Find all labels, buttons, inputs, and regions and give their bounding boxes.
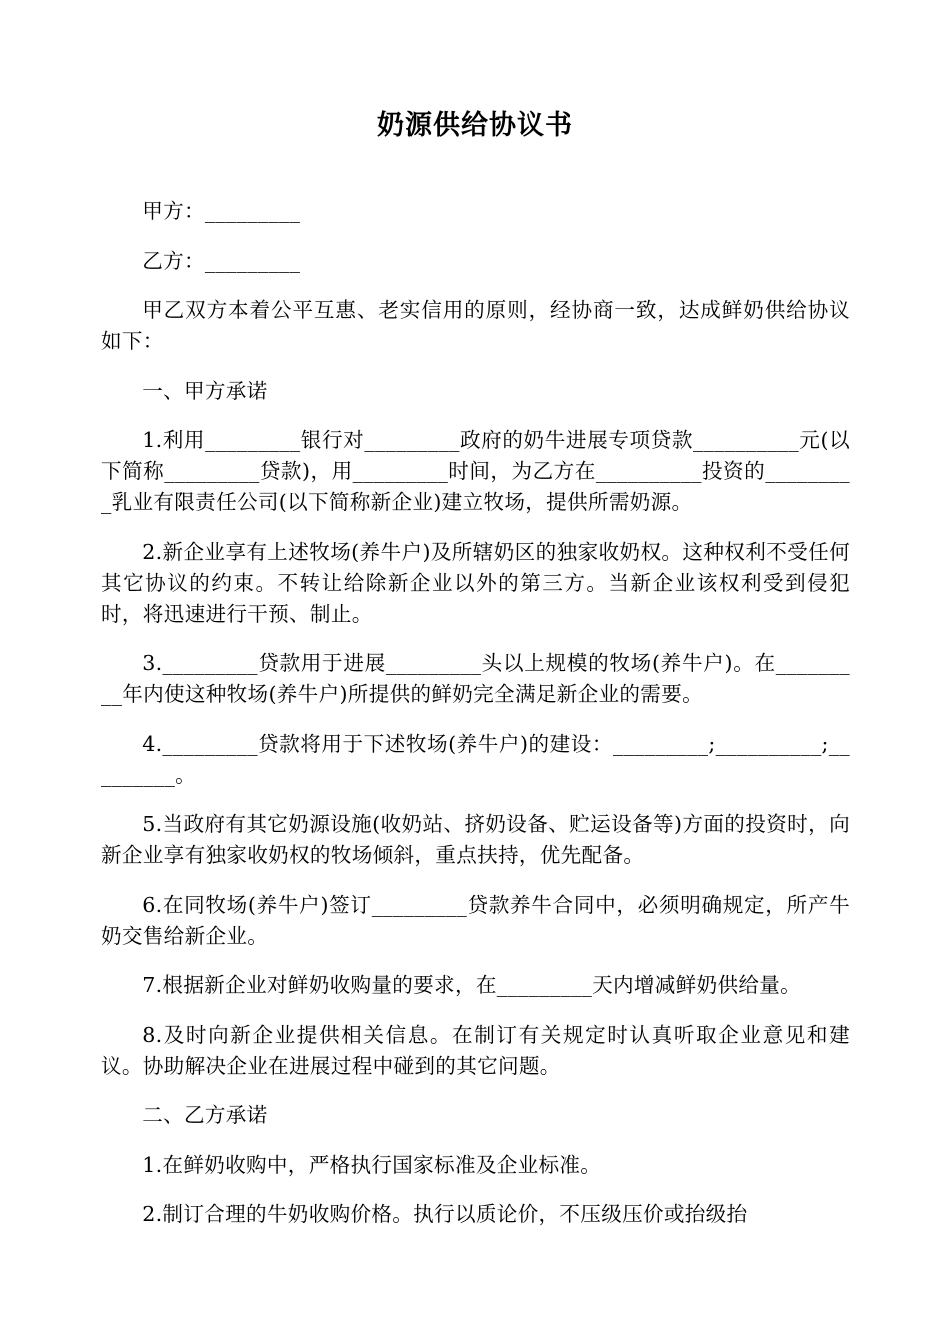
document-title: 奶源供给协议书 — [377, 110, 573, 141]
document-body — [101, 196, 850, 1249]
clause-a-7: 7.根据新企业对鲜奶收购量的要求，在_________天内增减鲜奶供给量。 — [142, 973, 802, 997]
intro-paragraph: 甲乙双方本着公平互惠、老实信用的原则，经协商一致，达成鲜奶供给协议如下： — [101, 298, 850, 353]
party-a-line: 甲方：_________ — [142, 199, 301, 223]
clause-b-2: 2.制订合理的牛奶收购价格。执行以质论价，不压级压价或抬级抬 — [142, 1202, 748, 1226]
clause-a-8: 8.及时向新企业提供相关信息。在制订有关规定时认真听取企业意见和建议。协助解决企业在进展过程中碰到的其它问题。 — [101, 1022, 850, 1078]
section-heading-party-a: 一、甲方承诺 — [142, 378, 268, 403]
clause-b-1: 1.在鲜奶收购中，严格执行国家标准及企业标准。 — [142, 1152, 602, 1177]
clause-a-5: 5.当政府有其它奶源设施(收奶站、挤奶设备、贮运设备等)方面的投资时，向新企业享有独家收奶权的牧场倾斜，重点扶持，优先配备。 — [101, 812, 850, 867]
clause-a-6: 6.在同牧场(养牛户)签订_________贷款养牛合同中，必须明确规定，所产牛奶交售给新企业。 — [101, 892, 850, 948]
section-heading-party-b: 二、乙方承诺 — [142, 1103, 268, 1127]
clause-a-3: 3._________贷款用于进展_________头以上规模的牧场(养牛户)。在_________年内使这种牧场(养牛户)所提供的鲜奶完全满足新企业的需要。 — [101, 651, 850, 706]
party-b-line: 乙方：_________ — [142, 248, 301, 273]
clause-a-2: 2.新企业享有上述牧场(养牛户)及所辖奶区的独家收奶权。这种权利不受任何其它协议的约束。不转让给除新企业以外的第三方。当新企业该权利受到侵犯时，将迅速进行干预、制止。 — [101, 539, 850, 626]
clause-a-1: 1.利用_________银行对_________政府的奶牛进展专项贷款__________元(以下简称_________贷款)，用_________时间，为乙方在__________投资的_________乳业有限责任公司(以下简称新企业)建立牧场，提供所需奶源。 — [101, 428, 850, 514]
clause-a-4: 4._________贷款将用于下述牧场(养牛户)的建设：_________;__________;_________。 — [101, 731, 850, 787]
